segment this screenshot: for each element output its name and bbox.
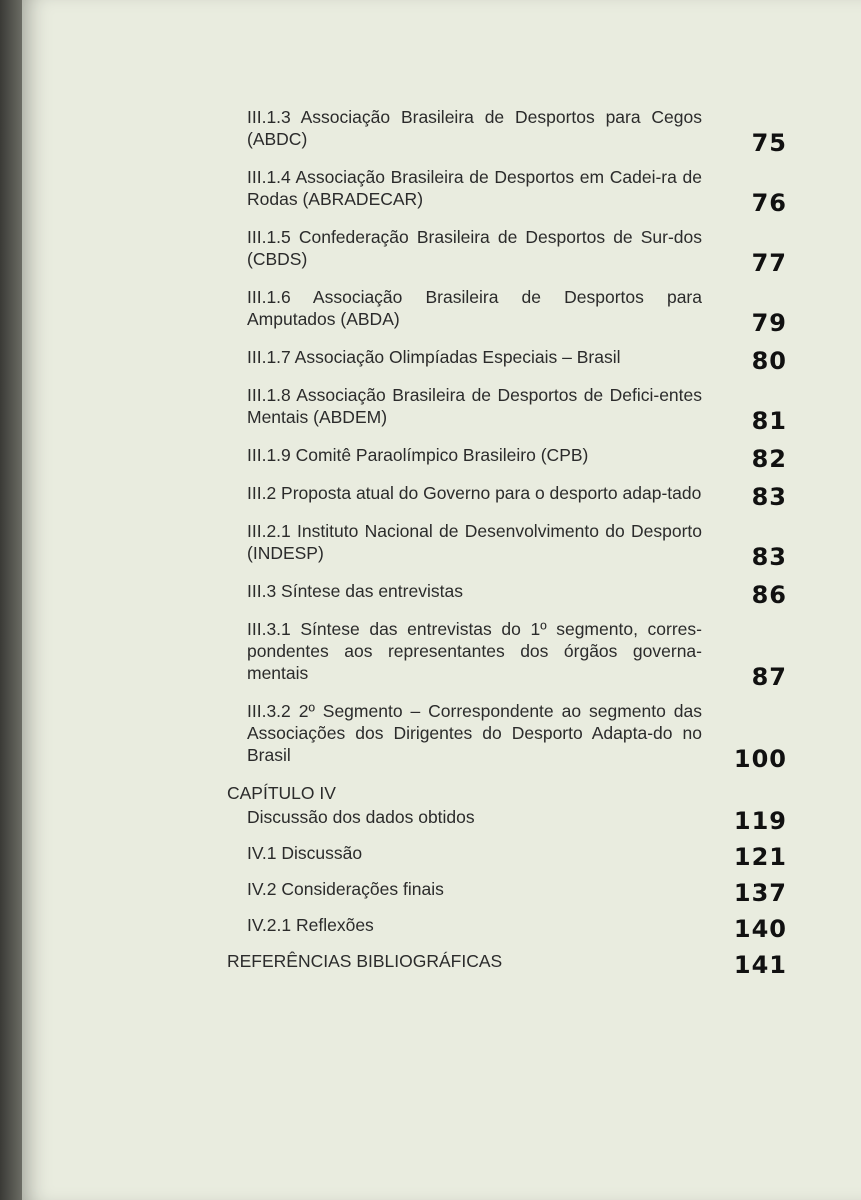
toc-entry-references [227, 950, 787, 979]
toc-page-number: 140 [733, 915, 787, 943]
toc-entry-title: III.1.8 Associação Brasileira de Desportos de Defici-entes Mentais (ABDEM) [247, 385, 702, 427]
toc-page-number: 87 [751, 663, 787, 691]
toc-entry-title: REFERÊNCIAS BIBLIOGRÁFICAS [227, 951, 503, 971]
toc-entry [227, 226, 787, 277]
toc-entry [227, 914, 787, 943]
toc-page-number: 141 [733, 951, 787, 979]
toc-entry-title: III.3.2 2º Segmento – Correspondente ao segmento das Associações dos Dirigentes do Desporto Adapta-do no Brasil [247, 701, 702, 765]
toc-entry [227, 166, 787, 217]
table-of-contents [227, 106, 787, 986]
toc-entry-title: III.1.3 Associação Brasileira de Desportos para Cegos (ABDC) [247, 107, 702, 149]
toc-entry [227, 878, 787, 907]
toc-entry [227, 700, 787, 773]
toc-page-number: 100 [733, 745, 787, 773]
toc-entry [227, 806, 787, 835]
toc-page-number: 121 [733, 843, 787, 871]
book-spine-shadow [0, 0, 22, 1200]
toc-entry-title: IV.1 Discussão [247, 843, 363, 863]
toc-page-number: 86 [751, 581, 787, 609]
toc-entry-title: III.1.6 Associação Brasileira de Desportos para Amputados (ABDA) [247, 287, 702, 329]
toc-page-number: 76 [751, 189, 787, 217]
toc-entry-title: III.2 Proposta atual do Governo para o desporto adap-tado [247, 483, 702, 503]
toc-entry [227, 346, 787, 375]
toc-page-number: 82 [751, 445, 787, 473]
toc-entry [227, 482, 787, 511]
toc-page-number: 83 [751, 483, 787, 511]
toc-page-number: 137 [733, 879, 787, 907]
toc-page-number: 77 [751, 249, 787, 277]
toc-entry [227, 520, 787, 571]
toc-entry [227, 580, 787, 609]
toc-page-number: 119 [733, 807, 787, 835]
toc-entry [227, 444, 787, 473]
book-page [22, 0, 861, 1200]
toc-entry-title: III.3 Síntese das entrevistas [247, 581, 463, 601]
toc-entry-title: III.3.1 Síntese das entrevistas do 1º segmento, corres-pondentes aos representantes dos órgãos governa-mentais [247, 619, 702, 683]
toc-page-number: 75 [751, 129, 787, 157]
toc-entry-title: III.1.4 Associação Brasileira de Desportos em Cadei-ra de Rodas (ABRADECAR) [247, 167, 702, 209]
toc-page-number: 79 [751, 309, 787, 337]
toc-entry [227, 618, 787, 691]
toc-page-number: 80 [751, 347, 787, 375]
toc-entry-title: III.1.9 Comitê Paraolímpico Brasileiro (CPB) [247, 445, 589, 465]
toc-entry [227, 842, 787, 871]
toc-page-number: 83 [751, 543, 787, 571]
toc-entry-title: III.2.1 Instituto Nacional de Desenvolvimento do Desporto (INDESP) [247, 521, 702, 563]
toc-entry-title: IV.2.1 Reflexões [247, 915, 374, 935]
chapter-heading: CAPÍTULO IV [227, 783, 336, 803]
toc-entry [227, 106, 787, 157]
toc-page-number: 81 [751, 407, 787, 435]
toc-entry-title: III.1.7 Associação Olimpíadas Especiais – Brasil [247, 347, 621, 367]
toc-entry-title: Discussão dos dados obtidos [247, 807, 475, 827]
toc-entry-title: IV.2 Considerações finais [247, 879, 444, 899]
toc-entry-title: III.1.5 Confederação Brasileira de Desportos de Sur-dos (CBDS) [247, 227, 702, 269]
toc-entry [227, 286, 787, 337]
toc-entry [227, 384, 787, 435]
